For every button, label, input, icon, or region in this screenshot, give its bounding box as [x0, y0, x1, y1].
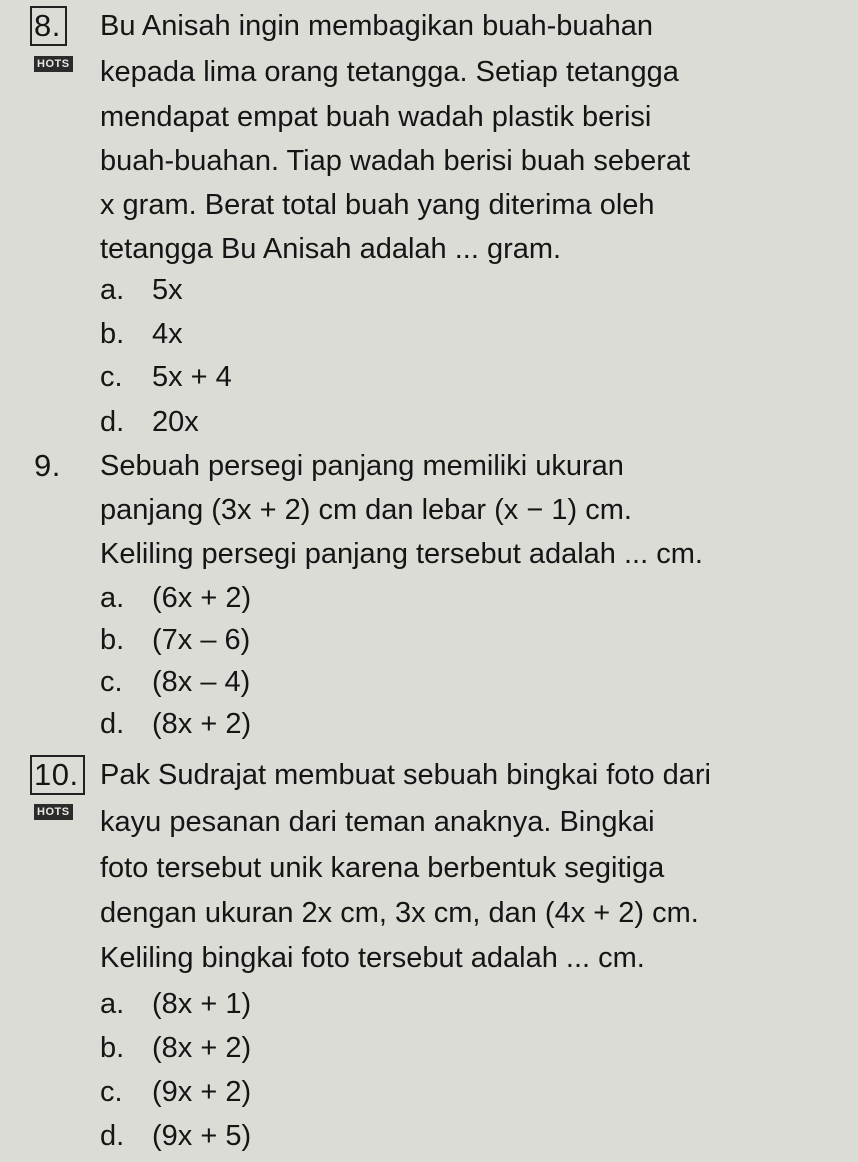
option-value: (8x – 4)	[152, 666, 251, 698]
option-value: (6x + 2)	[152, 582, 252, 614]
option-b[interactable]	[100, 622, 250, 658]
question-text-line: Pak Sudrajat membuat sebuah bingkai foto dari	[100, 759, 711, 791]
question-number: 8.	[30, 6, 67, 46]
option-label: b.	[100, 1032, 125, 1064]
option-value: (8x + 1)	[152, 988, 252, 1020]
option-label: a.	[100, 988, 125, 1020]
option-value: (9x + 2)	[152, 1076, 252, 1108]
option-label: d.	[100, 1120, 125, 1152]
question-text-line: panjang (3x + 2) cm dan lebar (x − 1) cm.	[100, 494, 632, 526]
question-text-line: kepada lima orang tetangga. Setiap tetangga	[100, 56, 679, 88]
option-label: b.	[100, 624, 125, 656]
question-number: 10.	[30, 755, 85, 795]
option-d[interactable]	[100, 1118, 251, 1154]
option-c[interactable]	[100, 359, 232, 395]
question-text-line: x gram. Berat total buah yang diterima oleh	[100, 189, 655, 221]
option-label: d.	[100, 708, 125, 740]
option-c[interactable]	[100, 664, 250, 700]
option-a[interactable]	[100, 986, 251, 1022]
option-b[interactable]	[100, 1030, 251, 1066]
option-label: c.	[100, 666, 123, 698]
option-label: d.	[100, 406, 125, 438]
option-a[interactable]	[100, 272, 183, 308]
option-label: c.	[100, 361, 123, 393]
question-number: 9.	[34, 448, 61, 483]
option-c[interactable]	[100, 1074, 251, 1110]
option-value: (9x + 5)	[152, 1120, 252, 1152]
question-text-line: mendapat empat buah wadah plastik berisi	[100, 101, 652, 133]
option-value: 4x	[152, 318, 183, 350]
option-value: 5x + 4	[152, 361, 232, 393]
question-text-line: tetangga Bu Anisah adalah ... gram.	[100, 233, 562, 265]
option-value: 20x	[152, 406, 199, 438]
option-value: 5x	[152, 274, 183, 306]
question-text-line: Bu Anisah ingin membagikan buah-buahan	[100, 10, 654, 42]
question-text-line: kayu pesanan dari teman anaknya. Bingkai	[100, 806, 655, 838]
question-text-line: foto tersebut unik karena berbentuk segitiga	[100, 852, 665, 884]
option-d[interactable]	[100, 706, 251, 742]
question-text-line: dengan ukuran 2x cm, 3x cm, dan (4x + 2) cm.	[100, 897, 699, 929]
option-value: (8x + 2)	[152, 708, 252, 740]
option-d[interactable]	[100, 404, 199, 440]
question-text-line: Keliling bingkai foto tersebut adalah ... cm.	[100, 942, 645, 974]
question-text-line: Sebuah persegi panjang memiliki ukuran	[100, 450, 624, 482]
question-text-line: buah-buahan. Tiap wadah berisi buah seberat	[100, 145, 691, 177]
option-label: c.	[100, 1076, 123, 1108]
option-b[interactable]	[100, 316, 183, 352]
option-label: a.	[100, 582, 125, 614]
hots-badge: HOTS	[34, 804, 73, 820]
hots-badge: HOTS	[34, 56, 73, 72]
option-label: a.	[100, 274, 125, 306]
option-a[interactable]	[100, 580, 251, 616]
option-value: (7x – 6)	[152, 624, 251, 656]
option-value: (8x + 2)	[152, 1032, 252, 1064]
question-text-line: Keliling persegi panjang tersebut adalah ... cm.	[100, 538, 703, 570]
option-label: b.	[100, 318, 125, 350]
